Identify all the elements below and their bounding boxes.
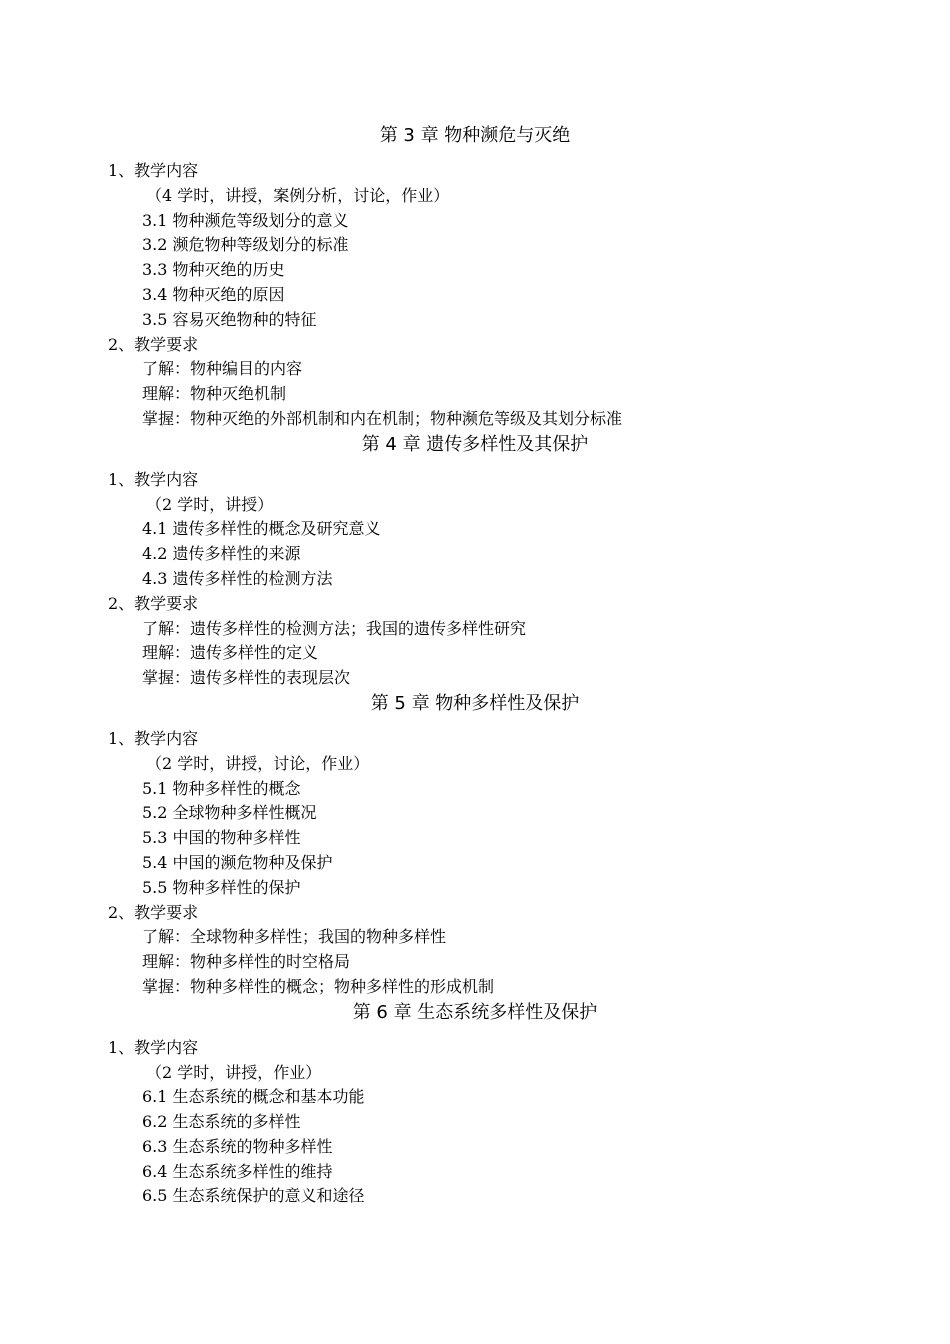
requirement-item: 了解：遗传多样性的检测方法；我国的遗传多样性研究 bbox=[142, 618, 527, 638]
chapter-2 bbox=[0, 432, 950, 691]
section-item: 4.1 遗传多样性的概念及研究意义 bbox=[142, 519, 381, 539]
content-heading: 1、教学内容 bbox=[108, 469, 199, 489]
requirements-heading: 2、教学要求 bbox=[108, 334, 199, 354]
content-heading: 1、教学内容 bbox=[108, 728, 199, 748]
requirement-item: 了解：物种编目的内容 bbox=[142, 359, 303, 379]
chapter-title: 第 4 章 遗传多样性及其保护 bbox=[361, 433, 589, 455]
section-item: 6.3 生态系统的物种多样性 bbox=[142, 1136, 333, 1156]
hours-note: （4 学时，讲授，案例分析，讨论，作业） bbox=[146, 185, 450, 205]
chapter-4 bbox=[0, 1000, 950, 1210]
section-item: 4.3 遗传多样性的检测方法 bbox=[142, 568, 333, 588]
section-item: 5.5 物种多样性的保护 bbox=[142, 877, 301, 897]
requirement-item: 理解：遗传多样性的定义 bbox=[142, 643, 319, 663]
section-item: 5.4 中国的濒危物种及保护 bbox=[142, 852, 333, 872]
hours-note: （2 学时，讲授） bbox=[146, 494, 274, 514]
hours-note: （2 学时，讲授，讨论，作业） bbox=[146, 753, 370, 773]
section-item: 6.5 生态系统保护的意义和途径 bbox=[142, 1186, 365, 1206]
section-item: 6.1 生态系统的概念和基本功能 bbox=[142, 1087, 365, 1107]
requirement-item: 掌握：遗传多样性的表现层次 bbox=[142, 668, 351, 688]
requirement-item: 掌握：物种灭绝的外部机制和内在机制；物种濒危等级及其划分标准 bbox=[142, 408, 623, 428]
requirements-heading: 2、教学要求 bbox=[108, 902, 199, 922]
section-item: 3.4 物种灭绝的原因 bbox=[142, 284, 285, 304]
chapter-title: 第 5 章 物种多样性及保护 bbox=[370, 692, 580, 714]
section-item: 3.2 濒危物种等级划分的标准 bbox=[142, 235, 349, 255]
chapter-3 bbox=[0, 691, 950, 1000]
content-heading: 1、教学内容 bbox=[108, 1037, 199, 1057]
section-item: 5.2 全球物种多样性概况 bbox=[142, 803, 317, 823]
chapter-title: 第 6 章 生态系统多样性及保护 bbox=[352, 1001, 598, 1023]
section-item: 3.3 物种灭绝的历史 bbox=[142, 260, 285, 280]
chapter-title: 第 3 章 物种濒危与灭绝 bbox=[379, 125, 571, 146]
requirement-item: 理解：物种灭绝机制 bbox=[142, 384, 287, 404]
section-item: 5.3 中国的物种多样性 bbox=[142, 828, 301, 848]
section-item: 6.2 生态系统的多样性 bbox=[142, 1112, 301, 1132]
section-item: 4.2 遗传多样性的来源 bbox=[142, 544, 301, 564]
requirement-item: 了解：全球物种多样性；我国的物种多样性 bbox=[142, 927, 447, 947]
requirement-item: 理解：物种多样性的时空格局 bbox=[142, 952, 351, 972]
content-heading: 1、教学内容 bbox=[108, 161, 199, 180]
requirement-item: 掌握：物种多样性的概念；物种多样性的形成机制 bbox=[142, 976, 495, 996]
chapter-1 bbox=[0, 123, 950, 432]
hours-note: （2 学时，讲授，作业） bbox=[146, 1062, 322, 1082]
section-item: 6.4 生态系统多样性的维持 bbox=[142, 1161, 333, 1181]
section-item: 5.1 物种多样性的概念 bbox=[142, 778, 301, 798]
requirements-heading: 2、教学要求 bbox=[108, 593, 199, 613]
document-body bbox=[0, 123, 950, 1209]
section-item: 3.1 物种濒危等级划分的意义 bbox=[142, 210, 349, 230]
section-item: 3.5 容易灭绝物种的特征 bbox=[142, 309, 317, 329]
